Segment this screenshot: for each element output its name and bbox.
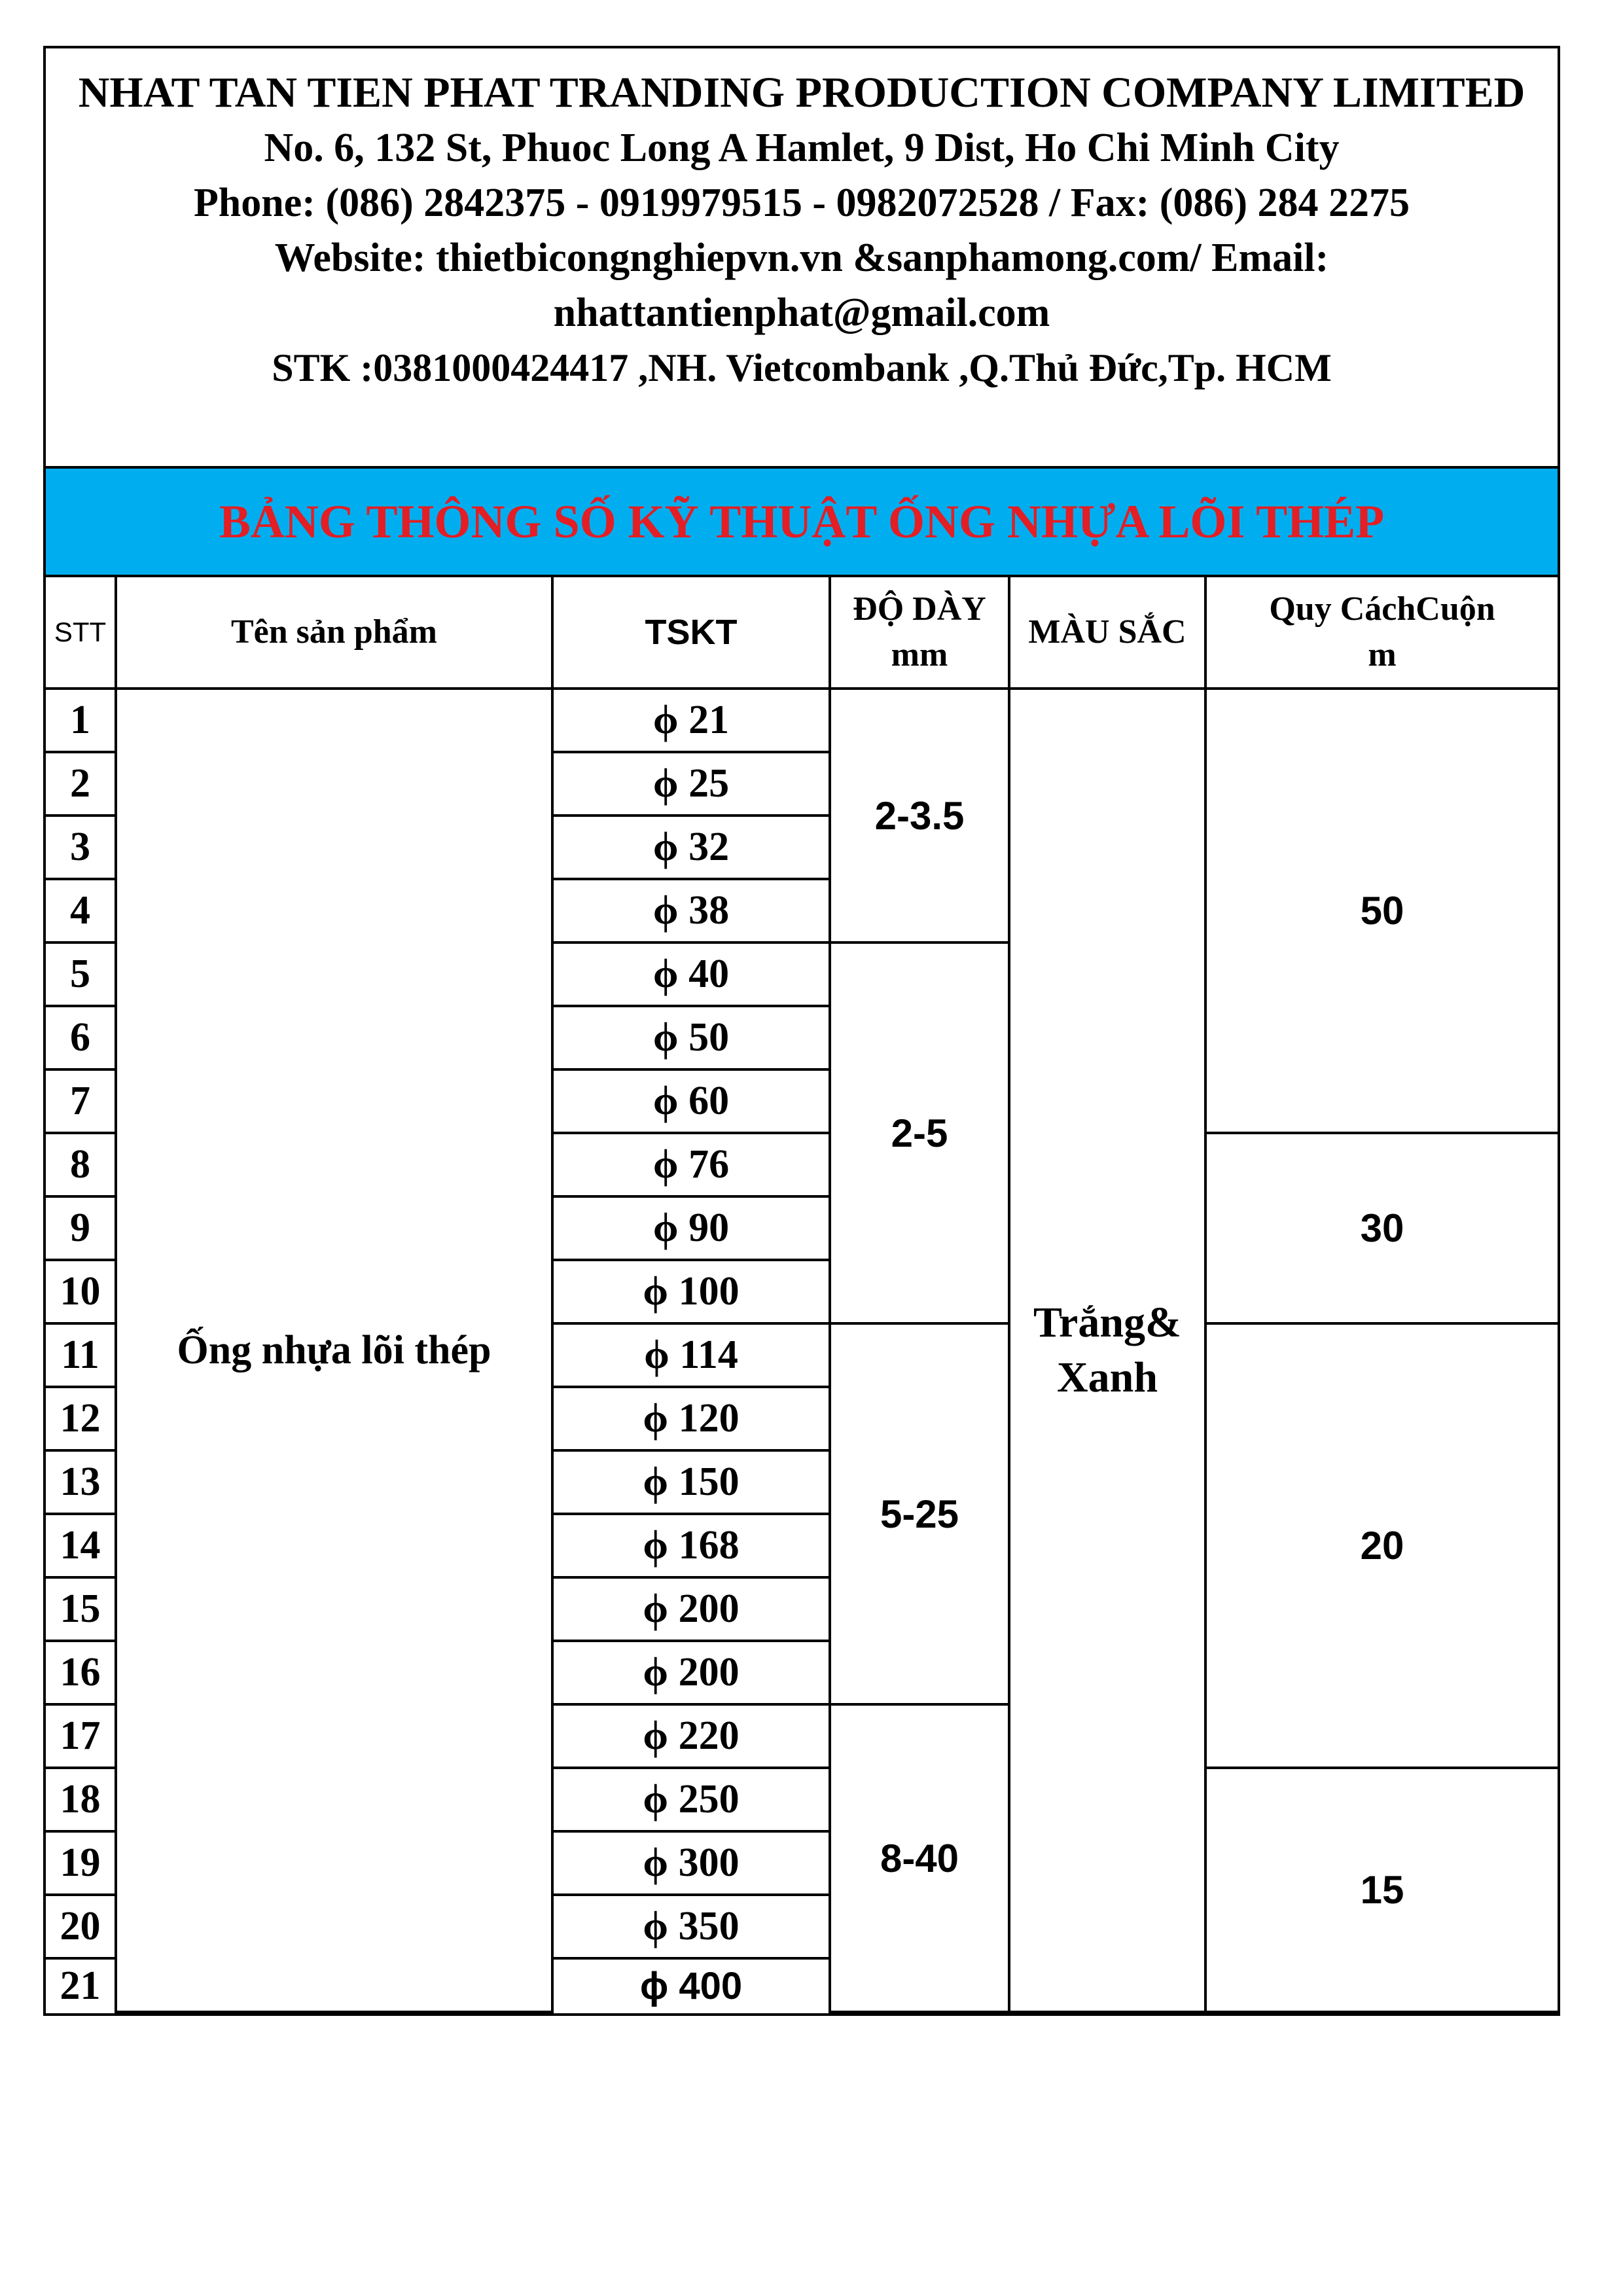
row-stt: 15 — [46, 1577, 116, 1641]
row-stt: 1 — [46, 689, 116, 752]
row-stt: 17 — [46, 1704, 116, 1768]
row-stt: 7 — [46, 1069, 116, 1133]
row-tskt: ϕ 168 — [552, 1514, 830, 1577]
row-stt: 5 — [46, 942, 116, 1006]
row-stt: 20 — [46, 1895, 116, 1958]
row-tskt: ϕ 21 — [552, 689, 830, 752]
product-color-line1: Trắng& — [1033, 1299, 1182, 1346]
row-tskt: ϕ 25 — [552, 752, 830, 816]
company-bank: STK :0381000424417 ,NH. Vietcombank ,Q.Thủ Đức,Tp. HCM — [272, 346, 1332, 389]
row-tskt: ϕ 220 — [552, 1704, 830, 1768]
row-tskt: ϕ 250 — [552, 1768, 830, 1831]
row-tskt: ϕ 38 — [552, 879, 830, 942]
thickness-group: 2-5 — [830, 942, 1009, 1323]
table-row — [46, 689, 1558, 752]
row-tskt: ϕ 350 — [552, 1895, 830, 1958]
row-tskt: ϕ 150 — [552, 1450, 830, 1514]
spec-group: 50 — [1205, 689, 1558, 1133]
header-spec — [1205, 577, 1558, 689]
thickness-group: 5-25 — [830, 1323, 1009, 1704]
row-stt: 11 — [46, 1323, 116, 1387]
row-stt: 3 — [46, 816, 116, 879]
row-stt: 21 — [46, 1958, 116, 2012]
row-stt: 4 — [46, 879, 116, 942]
row-tskt: ϕ 32 — [552, 816, 830, 879]
row-tskt: ϕ 120 — [552, 1387, 830, 1450]
header-spec-line1: Quy CáchCuộn — [1269, 590, 1495, 628]
header-thickness-line1: ĐỘ DÀY — [853, 590, 986, 628]
row-tskt: ϕ 90 — [552, 1196, 830, 1260]
row-tskt: ϕ 100 — [552, 1260, 830, 1323]
spec-group: 15 — [1205, 1768, 1558, 2012]
row-stt: 12 — [46, 1387, 116, 1450]
row-stt: 2 — [46, 752, 116, 816]
spec-sheet — [43, 46, 1560, 2016]
company-address: No. 6, 132 St, Phuoc Long A Hamlet, 9 Dist, Ho Chi Minh City — [264, 126, 1340, 170]
row-stt: 18 — [46, 1768, 116, 1831]
header-thickness — [830, 577, 1009, 689]
header-stt: STT — [46, 577, 116, 689]
row-tskt: ϕ 200 — [552, 1641, 830, 1704]
company-email: nhattantienphat@gmail.com — [553, 291, 1050, 335]
thickness-group: 2-3.5 — [830, 689, 1009, 942]
row-stt: 19 — [46, 1831, 116, 1895]
row-tskt: ϕ 400 — [552, 1958, 830, 2012]
spec-group: 30 — [1205, 1133, 1558, 1323]
header-tskt: TSKT — [552, 577, 830, 689]
row-stt: 8 — [46, 1133, 116, 1196]
spec-table — [46, 577, 1558, 2013]
header-color: MÀU SẮC — [1009, 577, 1205, 689]
row-stt: 9 — [46, 1196, 116, 1260]
page-title: BẢNG THÔNG SỐ KỸ THUẬT ỐNG NHỰA LÕI THÉP — [46, 466, 1558, 577]
table-header-row — [46, 577, 1558, 689]
row-tskt: ϕ 300 — [552, 1831, 830, 1895]
company-website: Website: thietbicongnghiepvn.vn &sanphamong.com/ Email: — [274, 236, 1329, 280]
product-name-cell: Ống nhựa lõi thép — [116, 689, 552, 2012]
row-stt: 10 — [46, 1260, 116, 1323]
row-tskt: ϕ 114 — [552, 1323, 830, 1387]
row-tskt: ϕ 50 — [552, 1006, 830, 1069]
row-tskt: ϕ 40 — [552, 942, 830, 1006]
header-thickness-line2: mm — [891, 636, 948, 673]
thickness-group: 8-40 — [830, 1704, 1009, 2012]
company-header — [46, 48, 1558, 466]
product-color-cell — [1009, 689, 1205, 2012]
header-spec-line2: m — [1368, 636, 1397, 673]
row-stt: 13 — [46, 1450, 116, 1514]
row-tskt: ϕ 76 — [552, 1133, 830, 1196]
row-stt: 14 — [46, 1514, 116, 1577]
row-stt: 16 — [46, 1641, 116, 1704]
spec-group: 20 — [1205, 1323, 1558, 1768]
header-product-name: Tên sản phẩm — [116, 577, 552, 689]
row-tskt: ϕ 200 — [552, 1577, 830, 1641]
company-phone: Phone: (086) 2842375 - 0919979515 - 0982072528 / Fax: (086) 284 2275 — [193, 181, 1410, 225]
product-color-line2: Xanh — [1056, 1354, 1158, 1401]
row-tskt: ϕ 60 — [552, 1069, 830, 1133]
row-stt: 6 — [46, 1006, 116, 1069]
company-name: NHAT TAN TIEN PHAT TRANDING PRODUCTION COMPANY LIMITED — [78, 69, 1525, 117]
